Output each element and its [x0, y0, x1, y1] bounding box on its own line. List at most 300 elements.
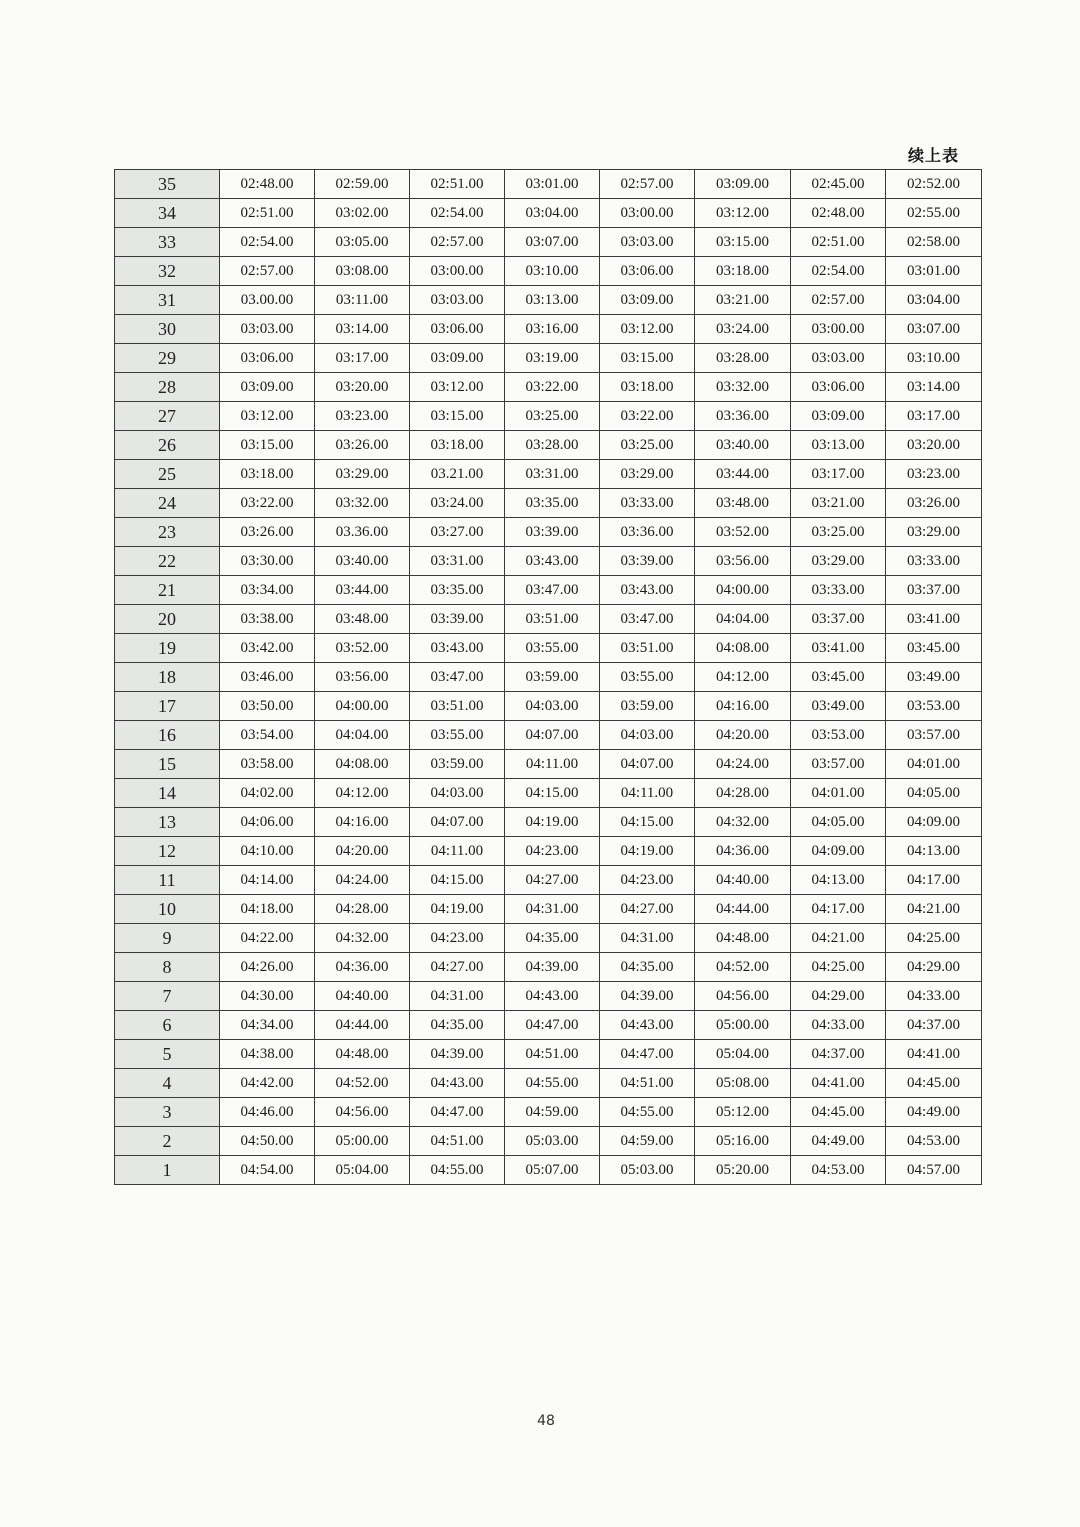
time-cell: 04:56.00	[695, 982, 791, 1011]
score-cell: 35	[115, 170, 220, 199]
time-cell: 04:04.00	[315, 721, 410, 750]
time-cell: 03:50.00	[220, 692, 315, 721]
time-cell: 04:17.00	[886, 866, 982, 895]
time-cell: 03:03.00	[600, 228, 695, 257]
time-cell: 04:06.00	[220, 808, 315, 837]
time-cell: 04:12.00	[315, 779, 410, 808]
time-cell: 03:44.00	[695, 460, 791, 489]
time-cell: 03:34.00	[220, 576, 315, 605]
table-row	[115, 663, 982, 692]
time-cell: 04:59.00	[505, 1098, 600, 1127]
table-row	[115, 750, 982, 779]
time-cell: 04:01.00	[791, 779, 886, 808]
time-cell: 04:44.00	[315, 1011, 410, 1040]
score-cell: 2	[115, 1127, 220, 1156]
time-cell: 04:37.00	[886, 1011, 982, 1040]
table-row	[115, 518, 982, 547]
time-cell: 04:03.00	[505, 692, 600, 721]
table-row	[115, 373, 982, 402]
time-cell: 03:16.00	[505, 315, 600, 344]
time-cell: 03:19.00	[505, 344, 600, 373]
time-cell: 04:15.00	[600, 808, 695, 837]
time-cell: 04:13.00	[886, 837, 982, 866]
time-cell: 05:16.00	[695, 1127, 791, 1156]
time-cell: 03:13.00	[505, 286, 600, 315]
time-cell: 02:45.00	[791, 170, 886, 199]
time-cell: 03.21.00	[410, 460, 505, 489]
time-cell: 04:03.00	[600, 721, 695, 750]
table-row	[115, 315, 982, 344]
time-cell: 03:23.00	[886, 460, 982, 489]
time-cell: 03:58.00	[220, 750, 315, 779]
table-row	[115, 1069, 982, 1098]
time-cell: 04:00.00	[695, 576, 791, 605]
time-cell: 02:57.00	[220, 257, 315, 286]
time-cell: 05:03.00	[505, 1127, 600, 1156]
time-cell: 04:48.00	[695, 924, 791, 953]
time-cell: 03:01.00	[505, 170, 600, 199]
time-cell: 03:15.00	[220, 431, 315, 460]
time-cell: 04:14.00	[220, 866, 315, 895]
time-cell: 04:19.00	[600, 837, 695, 866]
time-cell: 04:27.00	[600, 895, 695, 924]
time-cell: 03:15.00	[600, 344, 695, 373]
time-cell: 03:36.00	[695, 402, 791, 431]
time-cell: 04:52.00	[315, 1069, 410, 1098]
score-cell: 11	[115, 866, 220, 895]
time-cell: 04:11.00	[410, 837, 505, 866]
time-cell: 03:47.00	[410, 663, 505, 692]
time-cell: 04:31.00	[505, 895, 600, 924]
time-cell: 04:35.00	[410, 1011, 505, 1040]
table-row	[115, 895, 982, 924]
time-cell: 03:26.00	[220, 518, 315, 547]
score-cell: 1	[115, 1156, 220, 1185]
time-cell: 03:29.00	[886, 518, 982, 547]
time-cell: 04:23.00	[505, 837, 600, 866]
time-cell: 03:18.00	[695, 257, 791, 286]
time-cell: 03:24.00	[410, 489, 505, 518]
time-cell: 04:31.00	[600, 924, 695, 953]
time-cell: 03:01.00	[886, 257, 982, 286]
time-cell: 03:09.00	[220, 373, 315, 402]
time-cell: 03:04.00	[505, 199, 600, 228]
table-row	[115, 344, 982, 373]
time-cell: 03:36.00	[600, 518, 695, 547]
time-cell: 04:00.00	[315, 692, 410, 721]
time-cell: 04:47.00	[600, 1040, 695, 1069]
time-cell: 03:45.00	[791, 663, 886, 692]
table-row	[115, 257, 982, 286]
time-cell: 03:55.00	[505, 634, 600, 663]
time-cell: 03:00.00	[410, 257, 505, 286]
time-cell: 03:49.00	[886, 663, 982, 692]
time-cell: 04:54.00	[220, 1156, 315, 1185]
time-cell: 03:17.00	[315, 344, 410, 373]
score-cell: 5	[115, 1040, 220, 1069]
time-cell: 04:27.00	[505, 866, 600, 895]
time-cell: 03:49.00	[791, 692, 886, 721]
table-row	[115, 1127, 982, 1156]
time-cell: 02:57.00	[791, 286, 886, 315]
time-cell: 04:30.00	[220, 982, 315, 1011]
score-cell: 20	[115, 605, 220, 634]
time-cell: 03:45.00	[886, 634, 982, 663]
time-cell: 04:37.00	[791, 1040, 886, 1069]
time-cell: 03:00.00	[600, 199, 695, 228]
score-cell: 32	[115, 257, 220, 286]
score-cell: 10	[115, 895, 220, 924]
time-cell: 04:43.00	[410, 1069, 505, 1098]
time-cell: 03:57.00	[886, 721, 982, 750]
table-row	[115, 982, 982, 1011]
time-cell: 04:47.00	[505, 1011, 600, 1040]
time-cell: 03:35.00	[410, 576, 505, 605]
time-cell: 03:28.00	[505, 431, 600, 460]
time-cell: 04:33.00	[886, 982, 982, 1011]
time-cell: 05:08.00	[695, 1069, 791, 1098]
time-cell: 03:31.00	[505, 460, 600, 489]
time-cell: 03:24.00	[695, 315, 791, 344]
time-cell: 03:12.00	[600, 315, 695, 344]
time-cell: 03:43.00	[410, 634, 505, 663]
table-row	[115, 1098, 982, 1127]
time-cell: 03:00.00	[791, 315, 886, 344]
time-cell: 03:46.00	[220, 663, 315, 692]
time-cell: 05:00.00	[315, 1127, 410, 1156]
time-cell: 04:09.00	[791, 837, 886, 866]
time-cell: 03:12.00	[410, 373, 505, 402]
time-cell: 03:10.00	[886, 344, 982, 373]
time-cell: 04:07.00	[505, 721, 600, 750]
time-cell: 04:15.00	[505, 779, 600, 808]
time-cell: 04:04.00	[695, 605, 791, 634]
time-cell: 02:48.00	[220, 170, 315, 199]
time-cell: 04:13.00	[791, 866, 886, 895]
time-cell: 03:09.00	[791, 402, 886, 431]
time-cell: 04:39.00	[600, 982, 695, 1011]
table-row	[115, 866, 982, 895]
time-cell: 03:39.00	[505, 518, 600, 547]
table-row	[115, 808, 982, 837]
time-cell: 03:20.00	[886, 431, 982, 460]
time-cell: 04:28.00	[315, 895, 410, 924]
time-cell: 04:39.00	[505, 953, 600, 982]
time-cell: 03:38.00	[220, 605, 315, 634]
time-cell: 03:54.00	[220, 721, 315, 750]
time-cell: 04:18.00	[220, 895, 315, 924]
score-cell: 18	[115, 663, 220, 692]
time-cell: 03:52.00	[315, 634, 410, 663]
time-cell: 04:48.00	[315, 1040, 410, 1069]
time-cell: 03:43.00	[505, 547, 600, 576]
table-row	[115, 634, 982, 663]
time-cell: 03:14.00	[886, 373, 982, 402]
score-cell: 31	[115, 286, 220, 315]
time-cell: 03:06.00	[220, 344, 315, 373]
time-cell: 04:51.00	[505, 1040, 600, 1069]
time-cell: 04:11.00	[505, 750, 600, 779]
score-cell: 13	[115, 808, 220, 837]
time-cell: 04:50.00	[220, 1127, 315, 1156]
table-row	[115, 924, 982, 953]
time-cell: 03:12.00	[220, 402, 315, 431]
time-cell: 03:09.00	[600, 286, 695, 315]
time-cell: 04:32.00	[695, 808, 791, 837]
time-cell: 04:19.00	[410, 895, 505, 924]
score-cell: 25	[115, 460, 220, 489]
time-cell: 03:09.00	[410, 344, 505, 373]
time-cell: 04:21.00	[791, 924, 886, 953]
time-cell: 03:20.00	[315, 373, 410, 402]
time-cell: 02:51.00	[410, 170, 505, 199]
time-cell: 04:29.00	[791, 982, 886, 1011]
time-cell: 04:22.00	[220, 924, 315, 953]
time-cell: 03:32.00	[695, 373, 791, 402]
time-cell: 04:01.00	[886, 750, 982, 779]
time-cell: 03:22.00	[505, 373, 600, 402]
time-cell: 05:04.00	[695, 1040, 791, 1069]
time-cell: 03:03.00	[791, 344, 886, 373]
time-cell: 03:09.00	[695, 170, 791, 199]
time-cell: 04:56.00	[315, 1098, 410, 1127]
time-cell: 04:05.00	[791, 808, 886, 837]
table-row	[115, 170, 982, 199]
time-cell: 03:25.00	[600, 431, 695, 460]
table-row	[115, 489, 982, 518]
time-cell: 03:47.00	[600, 605, 695, 634]
score-cell: 16	[115, 721, 220, 750]
time-cell: 04:53.00	[791, 1156, 886, 1185]
time-cell: 03.36.00	[315, 518, 410, 547]
time-cell: 04:09.00	[886, 808, 982, 837]
table-row	[115, 286, 982, 315]
time-cell: 04:43.00	[505, 982, 600, 1011]
time-cell: 04:47.00	[410, 1098, 505, 1127]
time-cell: 03:29.00	[315, 460, 410, 489]
time-cell: 03:03.00	[220, 315, 315, 344]
time-cell: 03:14.00	[315, 315, 410, 344]
time-cell: 04:28.00	[695, 779, 791, 808]
score-cell: 27	[115, 402, 220, 431]
table-row	[115, 547, 982, 576]
time-cell: 04:41.00	[886, 1040, 982, 1069]
time-cell: 03:22.00	[600, 402, 695, 431]
time-cell: 04:51.00	[410, 1127, 505, 1156]
time-cell: 03:48.00	[315, 605, 410, 634]
time-cell: 03:40.00	[315, 547, 410, 576]
time-cell: 04:15.00	[410, 866, 505, 895]
time-cell: 03:44.00	[315, 576, 410, 605]
time-cell: 03:43.00	[600, 576, 695, 605]
time-cell: 03:30.00	[220, 547, 315, 576]
time-cell: 04:33.00	[791, 1011, 886, 1040]
time-cell: 02:52.00	[886, 170, 982, 199]
time-cell: 03:41.00	[886, 605, 982, 634]
score-cell: 14	[115, 779, 220, 808]
time-cell: 04:45.00	[791, 1098, 886, 1127]
time-cell: 02:55.00	[886, 199, 982, 228]
time-cell: 04:11.00	[600, 779, 695, 808]
table-row	[115, 402, 982, 431]
time-cell: 02:59.00	[315, 170, 410, 199]
time-cell: 05:00.00	[695, 1011, 791, 1040]
time-cell: 04:46.00	[220, 1098, 315, 1127]
time-cell: 04:36.00	[315, 953, 410, 982]
time-cell: 03:25.00	[791, 518, 886, 547]
table-row	[115, 721, 982, 750]
score-cell: 29	[115, 344, 220, 373]
time-cell: 04:24.00	[315, 866, 410, 895]
time-cell: 04:02.00	[220, 779, 315, 808]
time-cell: 03:21.00	[791, 489, 886, 518]
time-cell: 04:53.00	[886, 1127, 982, 1156]
time-cell: 03:56.00	[695, 547, 791, 576]
time-cell: 03:39.00	[410, 605, 505, 634]
score-cell: 9	[115, 924, 220, 953]
time-cell: 03:18.00	[600, 373, 695, 402]
time-cell: 03:35.00	[505, 489, 600, 518]
time-cell: 03:21.00	[695, 286, 791, 315]
score-cell: 17	[115, 692, 220, 721]
time-cell: 04:16.00	[695, 692, 791, 721]
time-cell: 04:35.00	[600, 953, 695, 982]
time-cell: 04:45.00	[886, 1069, 982, 1098]
time-cell: 04:39.00	[410, 1040, 505, 1069]
time-cell: 03:59.00	[600, 692, 695, 721]
score-cell: 21	[115, 576, 220, 605]
time-cell: 04:31.00	[410, 982, 505, 1011]
table-row	[115, 1011, 982, 1040]
time-cell: 02:57.00	[410, 228, 505, 257]
time-cell: 04:25.00	[886, 924, 982, 953]
score-cell: 8	[115, 953, 220, 982]
time-cell: 04:07.00	[600, 750, 695, 779]
time-cell: 03:48.00	[695, 489, 791, 518]
time-cell: 04:19.00	[505, 808, 600, 837]
time-cell: 02:51.00	[791, 228, 886, 257]
time-cell: 04:59.00	[600, 1127, 695, 1156]
time-cell: 02:48.00	[791, 199, 886, 228]
time-cell: 04:40.00	[315, 982, 410, 1011]
time-cell: 03:05.00	[315, 228, 410, 257]
score-cell: 6	[115, 1011, 220, 1040]
time-cell: 05:07.00	[505, 1156, 600, 1185]
score-cell: 26	[115, 431, 220, 460]
time-cell: 04:38.00	[220, 1040, 315, 1069]
time-cell: 03:56.00	[315, 663, 410, 692]
time-cell: 03:37.00	[886, 576, 982, 605]
time-cell: 03:22.00	[220, 489, 315, 518]
time-cell: 02:58.00	[886, 228, 982, 257]
time-cell: 02:54.00	[220, 228, 315, 257]
time-cell: 03:07.00	[886, 315, 982, 344]
time-cell: 03:39.00	[600, 547, 695, 576]
page-number: 48	[537, 1413, 555, 1429]
time-cell: 02:57.00	[600, 170, 695, 199]
time-cell: 03:31.00	[410, 547, 505, 576]
time-cell: 03:37.00	[791, 605, 886, 634]
table-row	[115, 605, 982, 634]
time-cell: 03:06.00	[791, 373, 886, 402]
time-cell: 04:10.00	[220, 837, 315, 866]
time-cell: 03:51.00	[600, 634, 695, 663]
score-cell: 34	[115, 199, 220, 228]
table-row	[115, 953, 982, 982]
time-cell: 03:06.00	[600, 257, 695, 286]
time-cell: 04:51.00	[600, 1069, 695, 1098]
time-cell: 03:08.00	[315, 257, 410, 286]
time-cell: 04:49.00	[791, 1127, 886, 1156]
time-cell: 03:51.00	[410, 692, 505, 721]
time-cell: 03:32.00	[315, 489, 410, 518]
time-cell: 04:20.00	[695, 721, 791, 750]
time-cell: 03:33.00	[886, 547, 982, 576]
score-cell: 28	[115, 373, 220, 402]
time-cell: 03:41.00	[791, 634, 886, 663]
time-cell: 03:53.00	[886, 692, 982, 721]
table-row	[115, 199, 982, 228]
time-cell: 04:43.00	[600, 1011, 695, 1040]
table-row	[115, 692, 982, 721]
time-cell: 03:29.00	[600, 460, 695, 489]
score-cell: 4	[115, 1069, 220, 1098]
time-cell: 04:36.00	[695, 837, 791, 866]
time-cell: 04:17.00	[791, 895, 886, 924]
time-cell: 05:20.00	[695, 1156, 791, 1185]
score-cell: 12	[115, 837, 220, 866]
table-row	[115, 431, 982, 460]
score-cell: 19	[115, 634, 220, 663]
time-cell: 03:33.00	[600, 489, 695, 518]
time-cell: 03:23.00	[315, 402, 410, 431]
time-cell: 03:15.00	[410, 402, 505, 431]
time-cell: 02:51.00	[220, 199, 315, 228]
time-cell: 04:05.00	[886, 779, 982, 808]
score-cell: 7	[115, 982, 220, 1011]
table-row	[115, 779, 982, 808]
time-cell: 03.00.00	[220, 286, 315, 315]
time-cell: 03:53.00	[791, 721, 886, 750]
time-cell: 03:55.00	[600, 663, 695, 692]
time-cell: 03:28.00	[695, 344, 791, 373]
time-cell: 03:02.00	[315, 199, 410, 228]
time-cell: 04:08.00	[695, 634, 791, 663]
score-table	[114, 169, 982, 1185]
time-cell: 04:20.00	[315, 837, 410, 866]
time-cell: 03:59.00	[410, 750, 505, 779]
time-cell: 04:34.00	[220, 1011, 315, 1040]
score-cell: 24	[115, 489, 220, 518]
time-cell: 04:24.00	[695, 750, 791, 779]
time-cell: 04:08.00	[315, 750, 410, 779]
table-row	[115, 1040, 982, 1069]
time-cell: 03:52.00	[695, 518, 791, 547]
time-cell: 03:18.00	[220, 460, 315, 489]
time-cell: 04:07.00	[410, 808, 505, 837]
time-cell: 03:59.00	[505, 663, 600, 692]
time-cell: 04:29.00	[886, 953, 982, 982]
time-cell: 04:55.00	[505, 1069, 600, 1098]
time-cell: 05:12.00	[695, 1098, 791, 1127]
table-row	[115, 460, 982, 489]
time-cell: 03:04.00	[886, 286, 982, 315]
time-cell: 04:23.00	[600, 866, 695, 895]
time-cell: 03:11.00	[315, 286, 410, 315]
time-cell: 05:04.00	[315, 1156, 410, 1185]
score-cell: 3	[115, 1098, 220, 1127]
time-cell: 04:40.00	[695, 866, 791, 895]
